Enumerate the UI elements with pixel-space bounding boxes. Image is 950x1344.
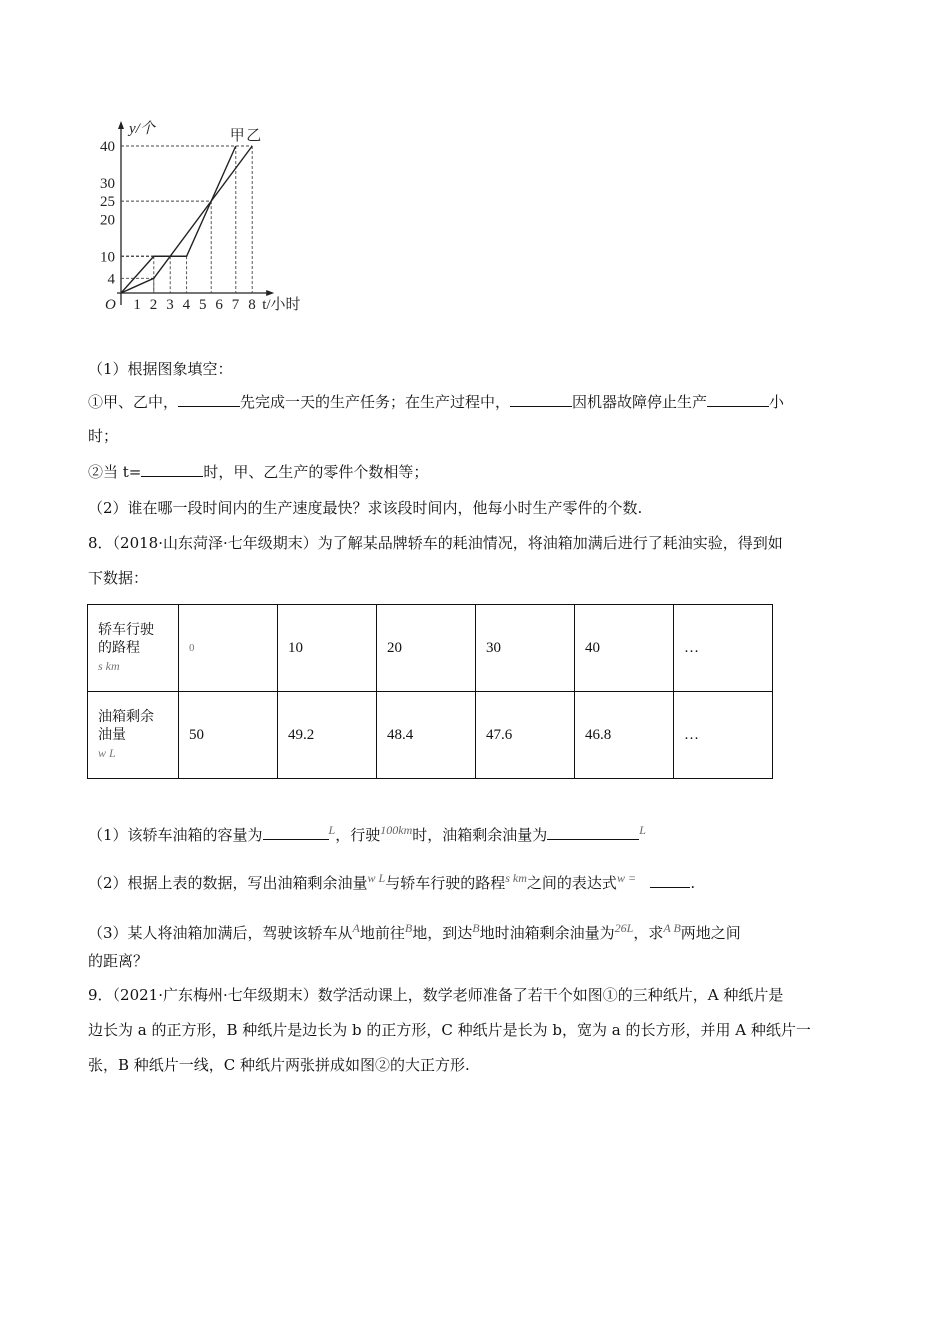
row-header-line: w L (98, 746, 116, 760)
x-axis-label: t/小时 (262, 297, 301, 313)
table-cell: 10 (278, 605, 377, 692)
table-cell: 47.6 (476, 692, 575, 779)
row-header (88, 605, 179, 692)
row-header-line: 油量 (98, 727, 126, 743)
var: w L (367, 871, 386, 885)
q9-line3: 张，B 种纸片一线，C 种纸片两张拼成如图②的大正方形. (88, 1056, 470, 1074)
var: w = (616, 871, 637, 885)
x-tick-label: 4 (182, 297, 191, 313)
table-cell: 30 (476, 605, 575, 692)
value: 26L (614, 921, 634, 935)
origin-label: O (105, 297, 116, 313)
text: （2）根据上表的数据，写出油箱剩余油量 (88, 874, 368, 892)
table-cell: … (674, 605, 773, 692)
text: 小 (769, 393, 785, 411)
y-tick-label: 4 (107, 271, 115, 288)
y-tick-label: 30 (100, 175, 115, 192)
x-tick-label: 5 (199, 297, 207, 313)
text: 因机器故障停止生产 (572, 393, 708, 411)
text: 与轿车行驶的路程 (385, 874, 506, 892)
q8-part3 (88, 918, 741, 943)
y-tick-label: 20 (100, 212, 115, 229)
q8-heading-cont: 下数据： (88, 569, 149, 587)
x-tick-label: 6 (215, 297, 223, 313)
production-chart (95, 115, 320, 315)
table-cell: 46.8 (575, 692, 674, 779)
var: B (472, 921, 480, 935)
text: . (690, 874, 696, 892)
q9-line1: 9．（2021·广东梅州·七年级期末）数学活动课上，数学老师准备了若干个如图①的三种纸片，A 种纸片是 (88, 986, 784, 1004)
x-tick-label: 8 (248, 297, 256, 313)
text: 两地之间 (680, 924, 741, 942)
unit: L (328, 823, 336, 837)
q8-part2 (88, 868, 695, 893)
row-header (88, 692, 179, 779)
table-row (88, 605, 773, 692)
x-axis-arrow (266, 290, 274, 296)
unit: L (639, 823, 646, 837)
text: 地，到达 (412, 924, 473, 942)
var: B (404, 921, 413, 935)
table-cell: 48.4 (377, 692, 476, 779)
var: A B (663, 921, 681, 935)
series-label: 乙 (246, 128, 262, 144)
fuel-table (87, 604, 773, 779)
table-cell: 50 (179, 692, 278, 779)
table-cell: 40 (575, 605, 674, 692)
series-line-jia (121, 146, 236, 293)
text: 地前往 (359, 924, 405, 942)
var: s km (505, 871, 527, 885)
x-tick-label: 7 (231, 297, 240, 313)
text: 先完成一天的生产任务；在生产过程中， (240, 393, 511, 411)
text: ，求 (633, 924, 664, 942)
y-tick-label: 40 (100, 139, 115, 155)
q7-part1-a-cont: 时； (88, 427, 119, 445)
answer-blank (263, 825, 329, 840)
table-cell: 20 (377, 605, 476, 692)
y-tick-label: 25 (100, 194, 115, 211)
answer-blank (141, 462, 203, 477)
table-cell: 49.2 (278, 692, 377, 779)
x-tick-label: 1 (133, 297, 141, 313)
table-row (88, 692, 773, 779)
x-tick-label: 2 (149, 297, 158, 313)
row-header-line: 油箱剩余 (98, 709, 154, 725)
answer-blank (547, 825, 639, 840)
value: 100km (380, 823, 413, 837)
text: 时，油箱剩余油量为 (412, 826, 548, 844)
q9-line2: 边长为 a 的正方形，B 种纸片是边长为 b 的正方形，C 种纸片是长为 b，宽为 a 的长方形，并用 A 种纸片一 (88, 1021, 811, 1039)
text: 之间的表达式 (526, 874, 617, 892)
row-header-line: s km (98, 659, 120, 673)
answer-blank (510, 392, 572, 407)
row-header-line: 的路程 (98, 640, 140, 656)
q7-part2: （2）谁在哪一段时间内的生产速度最快？求该段时间内，他每小时生产零件的个数. (88, 499, 643, 517)
answer-blank (178, 392, 240, 407)
q7-part1-a (88, 392, 784, 412)
row-header-line: 轿车行驶 (98, 622, 154, 638)
text: ②当 t= (88, 463, 142, 481)
table-cell: … (674, 692, 773, 779)
y-axis-arrow (118, 121, 124, 129)
q8-heading: 8．（2018·山东菏泽·七年级期末）为了解某品牌轿车的耗油情况，将油箱加满后进行了耗油实验，得到如 (88, 534, 783, 552)
y-tick-label: 10 (100, 249, 115, 266)
text: （1）该轿车油箱的容量为 (88, 826, 263, 844)
series-label: 甲 (229, 128, 245, 144)
q7-part1-b (88, 462, 428, 482)
x-tick-label: 3 (166, 297, 174, 313)
text: ，行驶 (335, 826, 381, 844)
var: A (352, 921, 360, 935)
q7-part1: （1）根据图象填空： (88, 360, 233, 378)
y-axis-label: y/个 (129, 121, 155, 137)
text: 地时油箱剩余油量为 (479, 924, 615, 942)
text: （3）某人将油箱加满后，驾驶该轿车从 (88, 924, 353, 942)
answer-blank (707, 392, 769, 407)
q8-part3-cont: 的距离？ (88, 952, 149, 970)
text: 时，甲、乙生产的零件个数相等； (203, 463, 429, 481)
q8-part1 (88, 820, 646, 845)
answer-blank (650, 873, 690, 888)
text: ①甲、乙中， (88, 393, 179, 411)
table-cell: 0 (179, 605, 278, 692)
